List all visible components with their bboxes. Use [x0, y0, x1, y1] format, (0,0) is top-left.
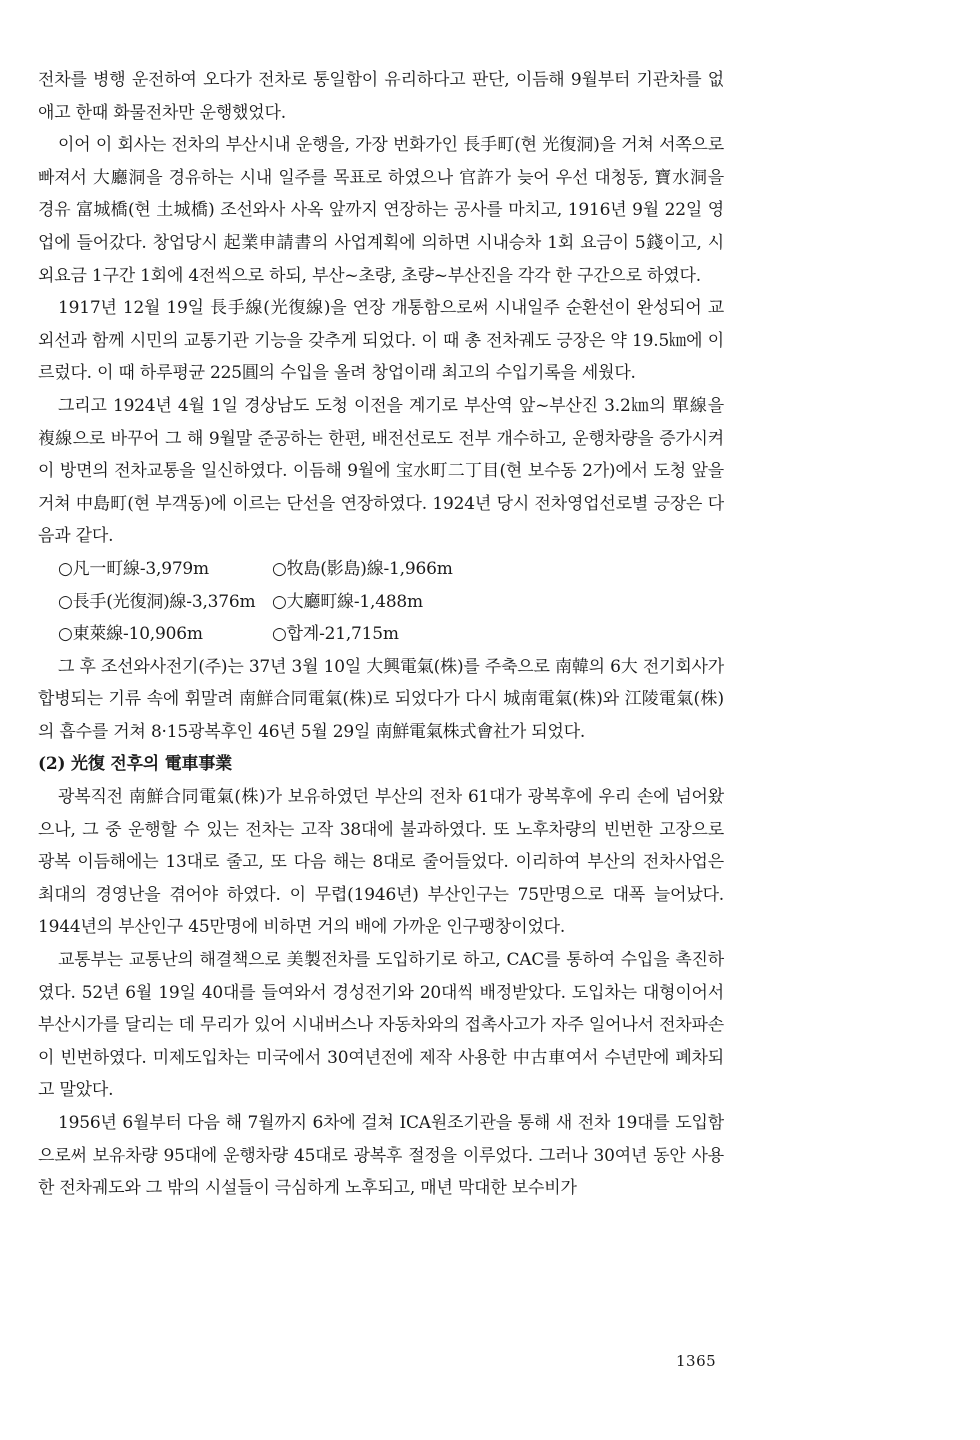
paragraph: 광복직전 南鮮合同電氣(株)가 보유하였던 부산의 전차 61대가 광복후에 우리 손에 넘어왔으나, 그 중 운행할 수 있는 전차는 고작 38대에 불과하였다. 또 노후차량의 빈번한 고장으로 광복 이듬해에는 13대로 줄고, 또 다음 해는 8대로 줄어들었다. 이리하여 부산의 전차사업은 최대의 경영난을 겪어야 하였다. 이 무렵(1946년) 부산인구는 75만명으로 대폭 늘어났다. 1944년의 부산인구 45만명에 비하면 거의 배에 가까운 인구팽창이었다. — [38, 787, 724, 938]
route-entry: ○長手(光復洞)線-3,376m — [58, 591, 256, 612]
paragraph: 그 후 조선와사전기(주)는 37년 3월 10일 大興電氣(株)를 주축으로 南韓의 6大 전기회사가 합병되는 기류 속에 휘말려 南鮮合同電氣(株)로 되었다가 다시 城南電氣(株)와 江陵電氣(株)의 흡수를 거쳐 8·15광복후인 46년 5월 29일 南鮮電氣株式會社가 되었다. — [38, 656, 724, 742]
list-item — [38, 618, 724, 651]
route-entry: ○牧島(影島)線-1,966m — [272, 558, 453, 579]
list-item — [38, 586, 724, 619]
paragraph-continuation: 전차를 병행 운전하여 오다가 전차로 통일함이 유리하다고 판단, 이듬해 9월부터 기관차를 없애고 한때 화물전차만 운행했었다. — [38, 70, 724, 123]
page-number: 1365 — [676, 1352, 717, 1370]
paragraph: 1956년 6월부터 다음 해 7월까지 6차에 걸쳐 ICA원조기관을 통해 새 전차 19대를 도입함으로써 보유차량 95대에 운행차량 45대로 광복후 절정을 이루었다. 그러나 30여년 동안 사용한 전차궤도와 그 밖의 시설들이 극심하게 노후되고, 매년 막대한 보수비가 — [38, 1113, 724, 1199]
paragraph: 교통부는 교통난의 해결책으로 美製전차를 도입하기로 하고, CAC를 통하여 수입을 촉진하였다. 52년 6월 19일 40대를 들여와서 경성전기와 20대씩 배정받았다. 도입차는 대형이어서 부산시가를 달리는 데 무리가 있어 시내버스나 자동차와의 접촉사고가 자주 일어나서 전차파손이 빈번하였다. 미제도입차는 미국에서 30여년전에 제작 사용한 中古車여서 수년만에 폐차되고 말았다. — [38, 950, 724, 1101]
section-heading: (2) 光復 전후의 電車事業 — [38, 754, 232, 775]
route-entry: ○東萊線-10,906m — [58, 624, 203, 645]
paragraph: 그리고 1924년 4월 1일 경상남도 도청 이전을 계기로 부산역 앞~부산진 3.2㎞의 單線을 複線으로 바꾸어 그 해 9월말 준공하는 한편, 배전선로도 전부 개수하고, 운행차량을 증가시켜 이 방면의 전차교통을 일신하였다. 이듬해 9월에 宝水町二丁目(현 보수동 2가)에서 도청 앞을 거쳐 中島町(현 부객동)에 이르는 단선을 연장하였다. 1924년 당시 전차영업선로별 긍장은 다음과 같다. — [38, 395, 724, 547]
list-item — [38, 553, 724, 586]
route-total: ○합계-21,715m — [272, 624, 399, 645]
body-text — [38, 64, 724, 1205]
route-entry: ○大廳町線-1,488m — [272, 591, 423, 612]
route-entry: ○凡一町線-3,979m — [58, 558, 209, 579]
paragraph: 1917년 12월 19일 長手線(光復線)을 연장 개통함으로써 시내일주 순환선이 완성되어 교외선과 함께 시민의 교통기관 기능을 갖추게 되었다. 이 때 총 전차궤도 긍장은 약 19.5㎞에 이르렀다. 이 때 하루평균 225圓의 수입을 올려 창업이래 최고의 수입기록을 세웠다. — [38, 298, 724, 384]
paragraph: 이어 이 회사는 전차의 부산시내 운행을, 가장 번화가인 長手町(현 光復洞)을 거쳐 서쪽으로 빠져서 大廳洞을 경유하는 시내 일주를 목표로 하였으나 官許가 늦어 우선 대청동, 寶水洞을 경유 富城橋(현 土城橋) 조선와사 사옥 앞까지 연장하는 공사를 마치고, 1916년 9월 22일 영업에 들어갔다. 창업당시 起業申請書의 사업계획에 의하면 시내승차 1회 요금이 5錢이고, 시외요금 1구간 1회에 4전씩으로 하되, 부산~초량, 초량~부산진을 각각 한 구간으로 하였다. — [38, 135, 724, 286]
route-length-list — [38, 553, 724, 651]
